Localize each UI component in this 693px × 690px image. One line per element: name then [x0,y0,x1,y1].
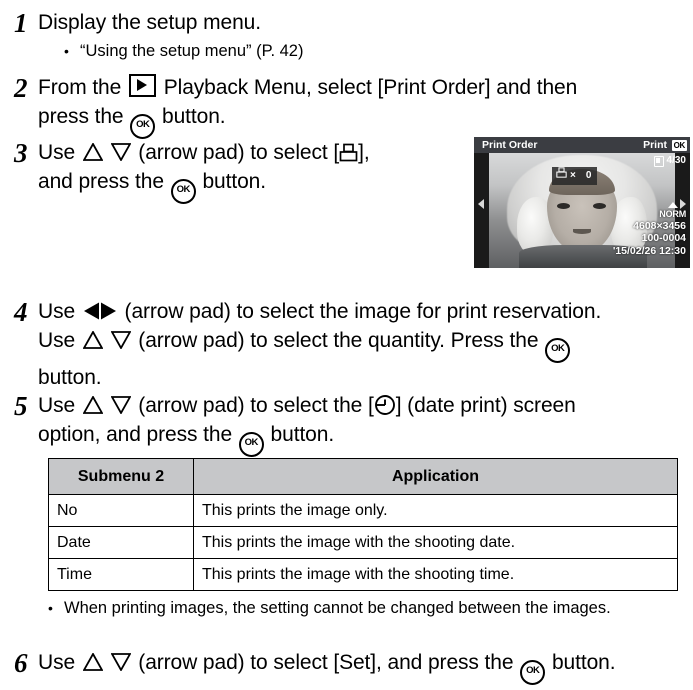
step-2-seg-d: button. [161,105,226,128]
step-5-text [38,391,576,457]
camera-screen-file-number: 100-0004 [641,232,686,244]
step-1-text [38,8,261,37]
camera-screen-title: Print Order [482,139,538,151]
step-1-bullet-text: “Using the setup menu” (P. 42) [80,42,304,60]
camera-screen-print-label: Print [643,139,667,151]
step-3-seg-b: (arrow pad) to select [ [138,141,340,164]
table-header-row [49,459,678,495]
ok-button-icon: OK [171,179,196,204]
step-6 [8,648,692,685]
camera-screen-quality [659,208,686,220]
step-2-seg-a: From the [38,76,122,99]
arrow-up-icon [83,328,103,346]
step-3-seg-c: ], [358,141,370,164]
step-6-text [38,648,615,685]
table-cell-application: This prints the image only. [194,495,678,527]
step-5-seg-c: ] (date print) screen [395,394,576,417]
arrow-left-icon [83,300,100,320]
step-1-number: 1 [14,8,28,38]
arrow-up-icon [83,140,103,158]
step-3-number: 3 [14,138,28,168]
printer-icon [556,167,567,185]
step-6-seg-b: (arrow pad) to select [Set], and press the [138,651,514,674]
camera-screen-frame-counter [654,155,686,167]
step-6-seg-a: Use [38,651,76,674]
camera-screen-preview [474,137,690,268]
step-5-seg-e: button. [270,423,335,446]
table-cell-application: This prints the image with the shooting time. [194,559,678,591]
camera-screen-quantity-overlay [552,167,597,185]
playback-icon [129,74,156,97]
camera-screen-ok-badge: OK [673,140,685,150]
step-4-seg-b: (arrow pad) to select the image for print reservation. [124,300,602,323]
step-5-seg-b: (arrow pad) to select the [ [138,394,374,417]
step-2 [8,73,676,139]
step-1-line: Display the setup menu. [38,11,261,34]
quality-value: NORM [659,209,686,219]
step-1-bullet [64,40,484,62]
arrow-up-icon [83,393,103,411]
step-3-seg-d: and press the [38,170,164,193]
step-4 [8,297,684,392]
frame-counter-value: 4/30 [666,155,686,166]
memory-card-icon [654,156,664,167]
ok-button-icon: OK [545,338,570,363]
table-row [49,559,678,591]
step-6-seg-c: button. [551,651,616,674]
photo-mouth [573,229,591,234]
table-cell-submenu: Date [49,527,194,559]
photo-eye-left [557,203,570,209]
step-4-seg-a: Use [38,300,76,323]
arrow-down-icon [111,140,131,158]
nav-left-icon [478,199,484,209]
table-row [49,495,678,527]
ok-button-icon: OK [520,660,545,685]
step-1 [8,8,628,38]
step-4-seg-c: Use [38,329,76,352]
arrow-down-icon [111,328,131,346]
step-6-number: 6 [14,648,28,678]
step-3-seg-e: button. [202,170,266,193]
ok-button-icon: OK [130,114,155,139]
step-5-seg-d: option, and press the [38,423,233,446]
date-print-icon [374,394,396,416]
step-5-number: 5 [14,391,28,421]
table-header-submenu: Submenu 2 [49,459,194,495]
step-3 [8,138,458,204]
step-3-text [38,138,370,204]
table-cell-submenu: Time [49,559,194,591]
quantity-symbol: × [570,170,576,181]
table-cell-submenu: No [49,495,194,527]
printer-icon [339,141,358,160]
arrow-down-icon [111,393,131,411]
photo-eye-right [593,203,606,209]
step-4-number: 4 [14,297,28,327]
step-4-seg-e: button. [38,366,102,389]
table-cell-application: This prints the image with the shooting date. [194,527,678,559]
step-2-text [38,73,577,139]
arrow-up-icon [83,650,103,668]
ok-button-icon: OK [239,432,264,457]
submenu-application-table [48,458,678,591]
camera-screen-datetime: '15/02/26 12:30 [612,245,686,257]
step-3-seg-a: Use [38,141,76,164]
step-5-seg-a: Use [38,394,76,417]
step-2-seg-b: Playback Menu, select [Print Order] and then [163,76,578,99]
footnote-text: When printing images, the setting cannot be changed between the images. [64,599,611,617]
arrow-down-icon [111,650,131,668]
bullet-dot-icon: • [48,600,53,616]
step-5 [8,391,684,457]
step-2-seg-c: press the [38,105,124,128]
camera-screen-resolution: 4608×3456 [633,220,686,232]
quantity-value: 0 [585,170,592,181]
table-row [49,527,678,559]
step-4-text [38,297,601,392]
step-2-number: 2 [14,73,28,103]
table-header-application: Application [194,459,678,495]
footnote [48,597,658,619]
step-4-seg-d: (arrow pad) to select the quantity. Press the [138,329,539,352]
arrow-right-icon [100,300,117,320]
camera-screen-titlebar [474,137,690,153]
bullet-dot-icon: • [64,43,69,59]
